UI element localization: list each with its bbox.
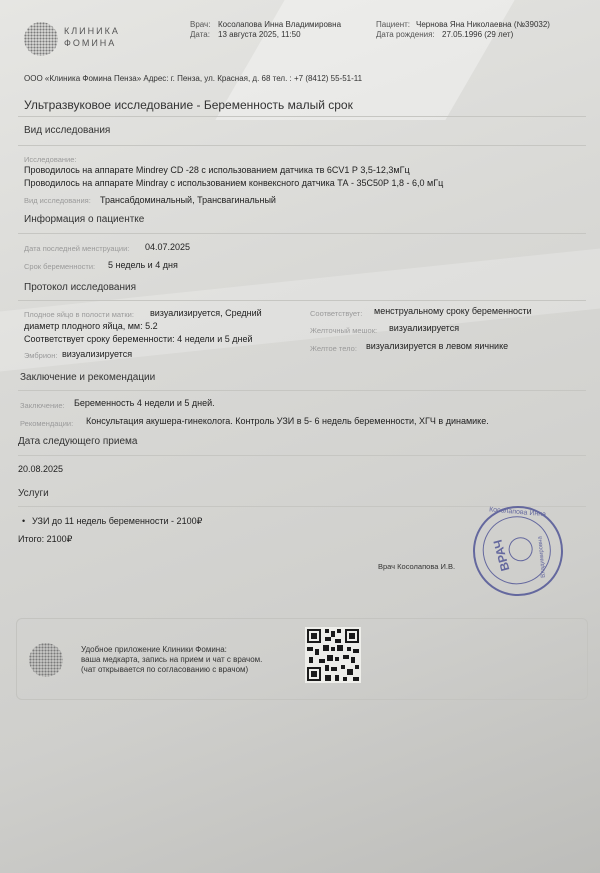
stamp-top-text: Косолапова Инна [488, 506, 547, 519]
corpus-value: визуализируется в левом яичнике [366, 341, 509, 351]
study-line2: Проводилось на аппарате Mindray с использованием конвексного датчика ТА - 35С50Р 1,8 - 6,0 мГц [24, 178, 444, 188]
page-title: Ультразвуковое исследование - Беременность малый срок [24, 98, 353, 112]
service-item: УЗИ до 11 недель беременности - 2100₽ [32, 516, 203, 526]
diam-text: диаметр плодного яйца, мм: 5.2 [24, 321, 158, 331]
org-address: ООО «Клиника Фомина Пенза» Адрес: г. Пенза, ул. Красная, д. 68 тел. : +7 (8412) 55-51-11 [24, 74, 363, 83]
term-value: 5 недель и 4 дня [108, 260, 178, 270]
study-label: Исследование: [24, 155, 77, 164]
corr-value: менструальному сроку беременности [374, 306, 532, 316]
services-heading: Услуги [18, 488, 49, 499]
patient-info-heading: Информация о пациентке [24, 214, 145, 225]
logo-line1: КЛИНИКА [64, 26, 120, 36]
birth-value: 27.05.1996 (29 лет) [442, 30, 514, 39]
corr-label: Соответствует: [310, 309, 363, 318]
birth-label: Дата рождения: [376, 30, 435, 39]
protocol-heading: Протокол исследования [24, 282, 137, 293]
clinic-logo-icon [24, 22, 58, 56]
egg-value: визуализируется, Средний [150, 308, 262, 318]
date-label: Дата: [190, 30, 210, 39]
doctor-stamp [463, 496, 573, 606]
embryo-value: визуализируется [62, 349, 133, 359]
promo-line2: ваша медкарта, запись на прием и чат с врачом. [81, 655, 263, 664]
doctor-signature: Врач Косолапова И.В. [378, 562, 456, 571]
recommend-value: Консультация акушера-гинеколога. Контроль УЗИ в 5- 6 недель беременности, ХГЧ в динамике. [86, 416, 489, 426]
promo-line1: Удобное приложение Клиники Фомина: [81, 645, 227, 654]
logo-line2: ФОМИНА [64, 38, 117, 48]
promo-line3: (чат открывается по согласованию с врачом) [81, 665, 249, 674]
patient-label: Пациент: [376, 20, 411, 29]
recommend-label: Рекомендации: [20, 419, 74, 428]
lmp-value: 04.07.2025 [145, 242, 191, 252]
lmp-label: Дата последней менструации: [24, 244, 130, 253]
study-heading: Вид исследования [24, 125, 111, 136]
study-type-label: Вид исследования: [24, 196, 91, 205]
clinic-logo-icon [29, 643, 63, 677]
doctor-label: Врач: [190, 20, 211, 29]
match-text: Соответствует сроку беременности: 4 недели и 5 дней [24, 334, 253, 344]
qr-code-icon [305, 627, 361, 683]
doctor-value: Косолапова Инна Владимировна [218, 20, 342, 29]
next-visit-heading: Дата следующего приема [18, 436, 138, 447]
services-total: Итого: 2100₽ [18, 534, 73, 544]
yolk-value: визуализируется [389, 323, 460, 333]
egg-label: Плодное яйцо в полости матки: [24, 310, 134, 319]
date-value: 13 августа 2025, 11:50 [218, 30, 301, 39]
term-label: Срок беременности: [24, 262, 96, 271]
conclusion-heading: Заключение и рекомендации [20, 372, 156, 383]
stamp-side-text: Владимировна [537, 535, 548, 578]
conclusion-value: Беременность 4 недели и 5 дней. [74, 398, 215, 408]
study-type-value: Трансабдоминальный, Трансвагинальный [100, 195, 276, 205]
next-visit-value: 20.08.2025 [18, 464, 64, 474]
study-line1: Проводилось на аппарате Mindrey CD -28 с использованием датчика тв 6CV1 Р 3,5-12,3мГц [24, 165, 410, 175]
corpus-label: Желтое тело: [310, 344, 357, 353]
service-bullet: • [22, 516, 26, 526]
conclusion-label: Заключение: [20, 401, 65, 410]
patient-value: Чернова Яна Николаевна (№39032) [416, 20, 550, 29]
yolk-label: Желточный мешок: [310, 326, 378, 335]
embryo-label: Эмбрион: [24, 351, 58, 360]
app-promo-box [16, 618, 588, 700]
stamp-center-text: ВРАЧ [490, 538, 513, 573]
